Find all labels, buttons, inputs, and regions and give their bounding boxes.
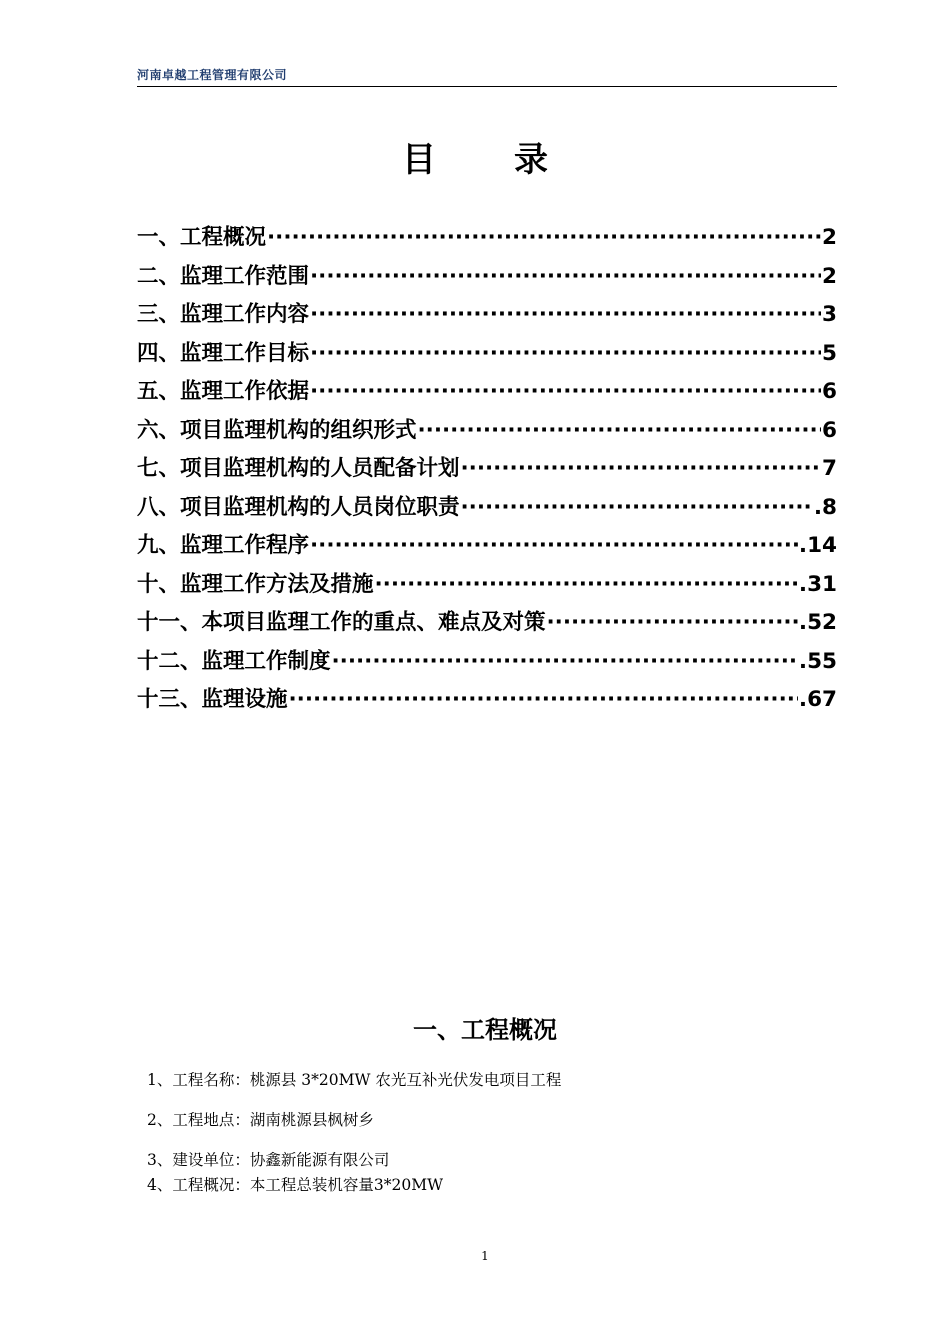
toc-leader-dots [332,649,798,674]
toc-item-page: 6 [822,417,837,443]
toc-leader-dots [267,225,821,250]
toc-leader-dots [461,495,813,520]
toc-item-page: .8 [813,494,837,520]
toc-item-5[interactable] [137,374,837,413]
toc-item-label: 五、监理工作依据 [137,379,310,404]
toc-item-8[interactable] [137,490,837,529]
toc-item-1[interactable] [137,220,837,259]
toc-item-11[interactable] [137,605,837,644]
toc-item-10[interactable] [137,567,837,606]
page-number: 1 [481,1249,489,1263]
toc-item-page: 7 [822,456,837,481]
toc-item-label: 八、项目监理机构的人员岗位职责 [137,494,460,520]
toc-leader-dots [547,610,798,635]
toc-title-char-2: 录 [514,140,548,180]
toc-leader-dots [310,341,821,366]
project-name-line: 1、工程名称：桃源县 3*20MW 农光互补光伏发电项目工程 [147,1071,562,1089]
toc-item-page: 2 [822,225,837,250]
toc-item-page: .67 [798,687,837,712]
toc-item-label: 九、监理工作程序 [137,533,310,558]
toc-item-page: 5 [822,340,837,366]
toc-item-label: 十一、本项目监理工作的重点、难点及对策 [137,610,546,635]
section-title: 一、工程概况 [413,1016,557,1044]
toc-item-label: 十三、监理设施 [137,687,288,712]
toc-item-label: 四、监理工作目标 [137,340,310,366]
toc-item-13[interactable] [137,682,837,721]
toc-item-page: .31 [798,571,837,597]
toc-item-6[interactable] [137,413,837,452]
toc-leader-dots [375,572,798,597]
toc-leader-dots [310,379,821,404]
toc-item-page: 3 [822,302,837,327]
construction-unit-line: 3、建设单位：协鑫新能源有限公司 [147,1151,390,1169]
toc-item-label: 三、监理工作内容 [137,302,310,327]
header-divider [137,86,837,87]
toc-title-char-1: 目 [402,140,436,180]
toc-item-label: 十二、监理工作制度 [137,648,331,674]
toc-item-4[interactable] [137,336,837,375]
toc-leader-dots [310,302,821,327]
toc-leader-dots [418,418,822,443]
toc-item-page: 6 [822,379,837,404]
toc-title [0,132,950,181]
header-company-name: 河南卓越工程管理有限公司 [137,68,288,82]
toc-item-3[interactable] [137,297,837,336]
toc-item-9[interactable] [137,528,837,567]
table-of-contents [137,220,837,721]
toc-leader-dots [310,264,821,289]
project-overview-line: 4、工程概况：本工程总装机容量3*20MW [147,1176,443,1194]
toc-leader-dots [310,533,798,558]
toc-item-7[interactable] [137,451,837,490]
toc-item-label: 一、工程概况 [137,225,267,250]
toc-item-page: .55 [798,648,837,674]
toc-item-page: .14 [798,533,837,558]
toc-item-label: 十、监理工作方法及措施 [137,571,374,597]
toc-item-label: 二、监理工作范围 [137,263,310,289]
toc-item-label: 六、项目监理机构的组织形式 [137,417,417,443]
toc-item-12[interactable] [137,644,837,683]
toc-item-label: 七、项目监理机构的人员配备计划 [137,456,460,481]
project-location-line: 2、工程地点：湖南桃源县枫树乡 [147,1111,374,1129]
toc-leader-dots [461,456,822,481]
toc-item-page: 2 [822,263,837,289]
toc-item-2[interactable] [137,259,837,298]
toc-item-page: .52 [798,610,837,635]
toc-leader-dots [289,687,798,712]
